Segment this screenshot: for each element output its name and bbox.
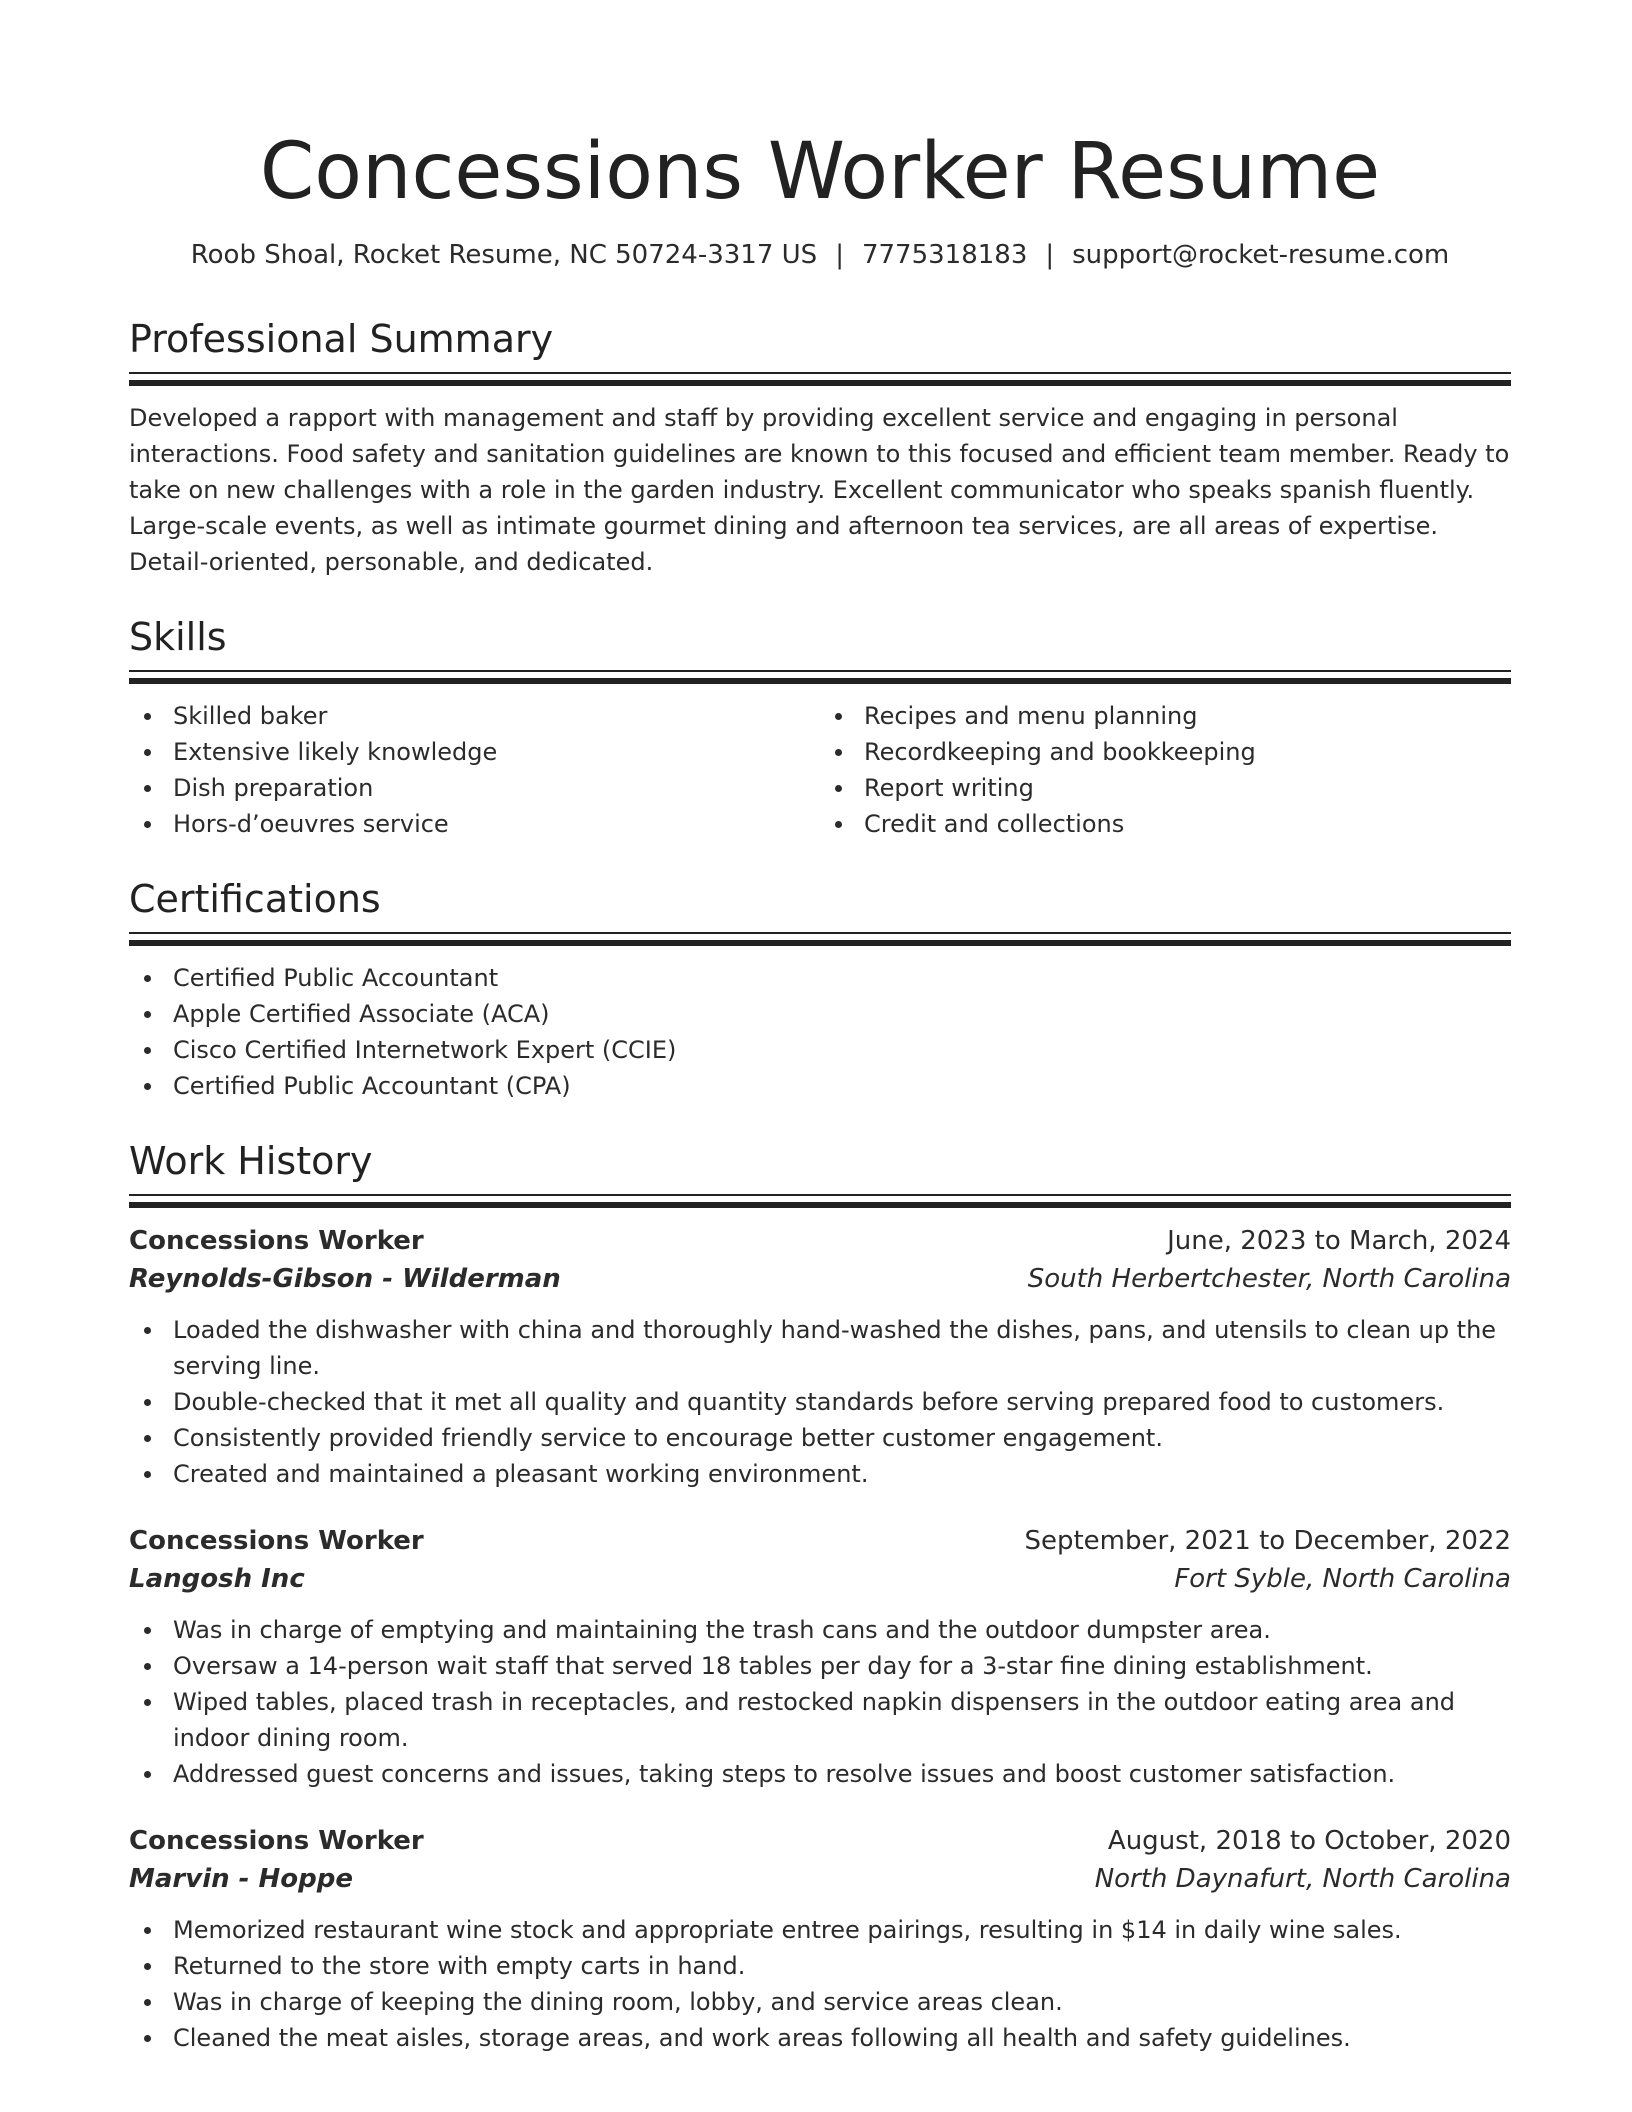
- job-bullets: [129, 1912, 1511, 2056]
- list-item: Credit and collections: [820, 806, 1511, 842]
- list-item: Cleaned the meat aisles, storage areas, and work areas following all health and safety guidelines.: [129, 2020, 1511, 2056]
- job-location: Fort Syble, North Carolina: [1174, 1564, 1511, 1594]
- section-heading-skills: Skills: [129, 615, 227, 659]
- list-item: Hors-d’oeuvres service: [129, 806, 820, 842]
- list-item: Dish preparation: [129, 770, 820, 806]
- job-entry: [129, 1822, 1511, 2056]
- contact-separator: |: [835, 240, 844, 270]
- certifications-list: [129, 960, 1511, 1104]
- job-bullets: [129, 1312, 1511, 1492]
- list-item: Addressed guest concerns and issues, taking steps to resolve issues and boost customer satisfaction.: [129, 1756, 1511, 1792]
- list-item: Double-checked that it met all quality and quantity standards before serving prepared food to customers.: [129, 1384, 1511, 1420]
- resume-page: [129, 0, 1511, 2056]
- work-history-section: [129, 1138, 1511, 2056]
- list-item: Report writing: [820, 770, 1511, 806]
- job-title: Concessions Worker: [129, 1226, 424, 1256]
- list-item: Skilled baker: [129, 698, 820, 734]
- job-title: Concessions Worker: [129, 1526, 424, 1556]
- job-entry: [129, 1222, 1511, 1492]
- contact-separator: |: [1045, 240, 1055, 270]
- contact-phone: 7775318183: [861, 240, 1028, 270]
- job-dates: September, 2021 to December, 2022: [1024, 1526, 1511, 1556]
- skills-left-list: [129, 698, 820, 842]
- list-item: Consistently provided friendly service to encourage better customer engagement.: [129, 1420, 1511, 1456]
- list-item: Certified Public Accountant (CPA): [129, 1068, 1511, 1104]
- section-divider: [129, 372, 1511, 386]
- list-item: Apple Certified Associate (ACA): [129, 996, 1511, 1032]
- list-item: Returned to the store with empty carts in hand.: [129, 1948, 1511, 1984]
- summary-text: Developed a rapport with management and staff by providing excellent service and engaging in personal interactions. Food safety and sanitation guidelines are known to this focused and efficient team member. Ready to take on new challenges with a role in the garden industry. Excellent communicator who speaks spanish fluently. Large-scale events, as well as intimate gourmet dining and afternoon tea services, are all areas of expertise. Detail-oriented, personable, and dedicated.: [129, 404, 1510, 576]
- job-company: Marvin - Hoppe: [129, 1864, 353, 1894]
- list-item: Was in charge of emptying and maintaining the trash cans and the outdoor dumpster area.: [129, 1612, 1511, 1648]
- list-item: Created and maintained a pleasant working environment.: [129, 1456, 1511, 1492]
- job-company: Reynolds-Gibson - Wilderman: [129, 1264, 561, 1294]
- job-location: North Daynafurt, North Carolina: [1094, 1864, 1511, 1894]
- list-item: Recordkeeping and bookkeeping: [820, 734, 1511, 770]
- list-item: Recipes and menu planning: [820, 698, 1511, 734]
- skills-right-list: [820, 698, 1511, 842]
- section-divider: [129, 932, 1511, 946]
- summary-section: [129, 316, 1511, 580]
- section-heading-summary: Professional Summary: [129, 317, 554, 361]
- list-item: Cisco Certified Internetwork Expert (CCIE): [129, 1032, 1511, 1068]
- job-dates: August, 2018 to October, 2020: [1107, 1826, 1511, 1856]
- skills-section: [129, 614, 1511, 842]
- contact-address: Roob Shoal, Rocket Resume, NC 50724-3317 US: [190, 240, 818, 270]
- skills-grid: [129, 698, 1511, 842]
- job-title: Concessions Worker: [129, 1826, 424, 1856]
- list-item: Memorized restaurant wine stock and appropriate entree pairings, resulting in $14 in daily wine sales.: [129, 1912, 1511, 1948]
- job-company: Langosh Inc: [129, 1564, 305, 1594]
- list-item: Oversaw a 14-person wait staff that served 18 tables per day for a 3-star fine dining establishment.: [129, 1648, 1511, 1684]
- section-heading-work-history: Work History: [129, 1139, 373, 1183]
- list-item: Wiped tables, placed trash in receptacles, and restocked napkin dispensers in the outdoor eating area and indoor dining room.: [129, 1684, 1511, 1756]
- job-location: South Herbertchester, North Carolina: [1027, 1264, 1511, 1294]
- job-entry: [129, 1522, 1511, 1792]
- certifications-section: [129, 876, 1511, 1104]
- list-item: Was in charge of keeping the dining room, lobby, and service areas clean.: [129, 1984, 1511, 2020]
- list-item: Certified Public Accountant: [129, 960, 1511, 996]
- list-item: Loaded the dishwasher with china and thoroughly hand-washed the dishes, pans, and utensils to clean up the serving line.: [129, 1312, 1511, 1384]
- section-divider: [129, 670, 1511, 684]
- section-heading-certifications: Certifications: [129, 877, 381, 921]
- job-bullets: [129, 1612, 1511, 1792]
- section-divider: [129, 1194, 1511, 1208]
- contact-line: [129, 238, 1511, 272]
- resume-title: Concessions Worker Resume: [259, 127, 1381, 217]
- list-item: Extensive likely knowledge: [129, 734, 820, 770]
- job-dates: June, 2023 to March, 2024: [1167, 1226, 1511, 1256]
- contact-email[interactable]: support@rocket-resume.com: [1072, 240, 1450, 270]
